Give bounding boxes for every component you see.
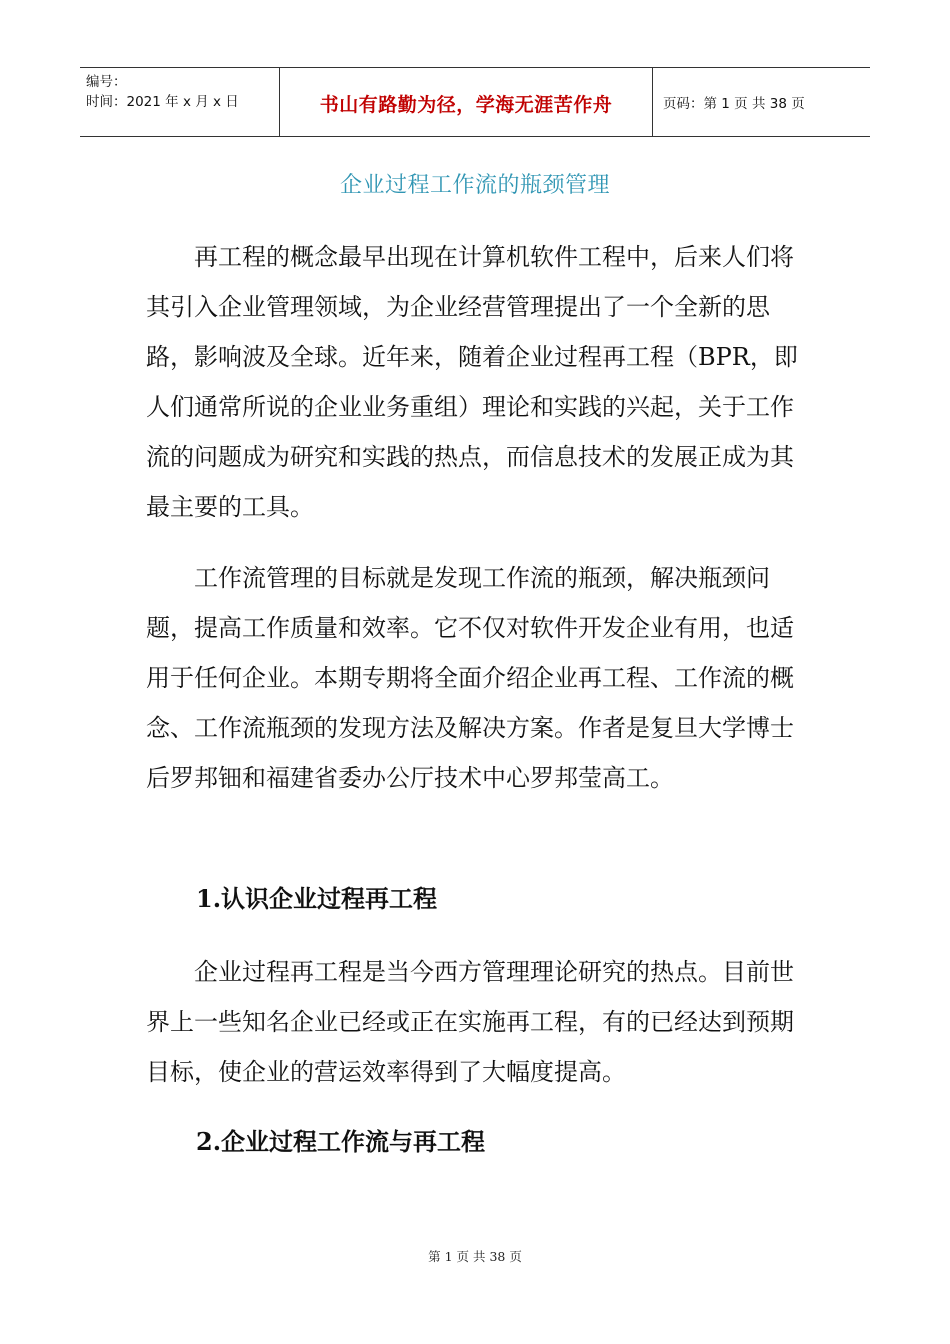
page-footer: 第 1 页 共 38 页 [428, 1249, 522, 1264]
section-heading-1: 1.认识企业过程再工程 [196, 884, 438, 913]
paragraph-intro: 再工程的概念最早出现在计算机软件工程中，后来人们将其引入企业管理领域，为企业经营管理提出了一个全新的思路，影响波及全球。近年来，随着企业过程再工程（BPR，即人们通常所说的企业业务重组）理论和实践的兴起，关于工作流的问题成为研究和实践的热点，而信息技术的发展正成为其最主要的工具。 [146, 243, 798, 521]
page-header [80, 67, 870, 137]
header-page-info: 页码：第 1 页 共 38 页 [663, 96, 805, 112]
document-number-label: 编号： [86, 74, 127, 90]
document-title: 企业过程工作流的瓶颈管理 [339, 173, 610, 198]
header-meta [80, 68, 280, 136]
paragraph-workflow-goal: 工作流管理的目标就是发现工作流的瓶颈，解决瓶颈问题，提高工作质量和效率。它不仅对软件开发企业有用，也适用于任何企业。本期专期将全面介绍企业再工程、工作流的概念、工作流瓶颈的发现方法及解决方案。作者是复旦大学博士后罗邦钿和福建省委办公厅技术中心罗邦莹高工。 [146, 564, 794, 792]
section-heading-2: 2.企业过程工作流与再工程 [196, 1127, 486, 1156]
paragraph-bpr: 企业过程再工程是当今西方管理理论研究的热点。目前世界上一些知名企业已经或正在实施再工程，有的已经达到预期目标，使企业的营运效率得到了大幅度提高。 [146, 958, 794, 1086]
document-date: 时间：2021 年 x 月 x 日 [86, 94, 239, 110]
header-motto: 书山有路勤为径，学海无涯苦作舟 [280, 68, 653, 136]
